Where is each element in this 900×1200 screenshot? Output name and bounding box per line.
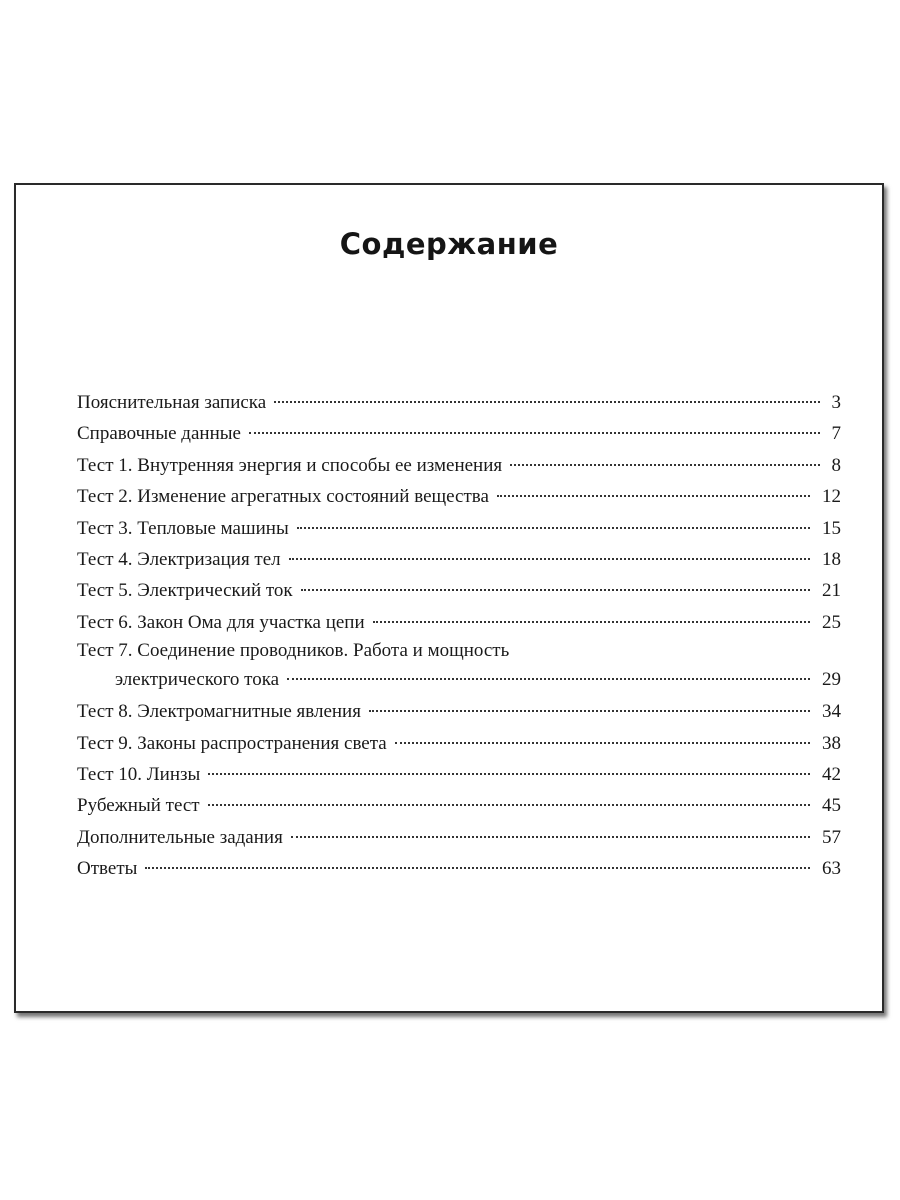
toc-entry-title: Тест 1. Внутренняя энергия и способы ее изменения [77, 454, 503, 476]
toc-entry [77, 418, 841, 449]
toc-entry [77, 513, 841, 544]
toc-page-number: 25 [822, 611, 841, 633]
toc-entry [77, 759, 841, 790]
toc-entry [77, 450, 841, 481]
dot-leader [208, 773, 810, 775]
toc-entry-title: Тест 3. Тепловые машины [77, 517, 289, 539]
toc-entry [77, 728, 841, 759]
toc-page-number: 38 [822, 732, 841, 754]
toc-entry-title: Тест 9. Законы распространения света [77, 732, 387, 754]
toc-entry [77, 790, 841, 821]
toc-entry [77, 696, 841, 727]
toc-page-number: 42 [822, 763, 841, 785]
toc-entry [77, 481, 841, 512]
toc-page-number: 63 [822, 858, 841, 880]
toc-page-number: 34 [822, 701, 841, 723]
toc-entry-title: Пояснительная записка [77, 392, 267, 413]
toc-entry-title: Тест 7. Соединение проводников. Работа и мощность [77, 640, 510, 662]
dot-leader [497, 495, 810, 497]
toc-entry [77, 387, 841, 418]
toc-page-number: 7 [831, 423, 841, 445]
dot-leader [395, 742, 810, 744]
toc-entry-title: Рубежный тест [77, 795, 200, 817]
dot-leader [369, 710, 810, 712]
toc-page-number: 29 [822, 669, 841, 691]
dot-leader [287, 678, 810, 680]
dot-leader [274, 401, 819, 403]
toc-entry-title: Справочные данные [77, 423, 241, 445]
toc-page-number: 18 [822, 548, 841, 570]
dot-leader [289, 558, 810, 560]
toc-entry [77, 575, 841, 606]
document-page [14, 183, 884, 1013]
dot-leader [301, 589, 810, 591]
toc-entry-title: Тест 5. Электрический ток [77, 580, 293, 602]
toc-entry-title: Дополнительные задания [77, 826, 283, 848]
dot-leader [373, 621, 810, 623]
toc-page-number: 8 [831, 454, 841, 476]
dot-leader [249, 432, 820, 434]
table-of-contents [77, 387, 841, 884]
toc-entry-title-continued: электрического тока [115, 669, 280, 691]
toc-page-number: 12 [822, 486, 841, 508]
dot-leader [297, 527, 810, 529]
toc-entry-title: Тест 2. Изменение агрегатных состояний вещества [77, 486, 489, 508]
toc-entry-title: Тест 6. Закон Ома для участка цепи [77, 611, 365, 633]
toc-entry-title: Тест 8. Электромагнитные явления [77, 701, 361, 723]
toc-page-number: 15 [822, 517, 841, 539]
page-title: Содержание [339, 227, 559, 261]
toc-entry-title: Тест 10. Линзы [77, 763, 201, 785]
dot-leader [145, 867, 810, 869]
toc-entry-title: Ответы [77, 858, 138, 880]
toc-page-number: 3 [831, 392, 841, 413]
toc-page-number: 21 [822, 580, 841, 602]
dot-leader [208, 804, 810, 806]
toc-page-number: 45 [822, 795, 841, 817]
toc-entry [77, 607, 841, 638]
toc-entry [77, 853, 841, 884]
toc-entry [77, 822, 841, 853]
toc-entry [77, 638, 841, 696]
dot-leader [510, 464, 819, 466]
toc-entry [77, 544, 841, 575]
toc-page-number: 57 [822, 826, 841, 848]
dot-leader [291, 836, 810, 838]
toc-entry-title: Тест 4. Электризация тел [77, 548, 281, 570]
